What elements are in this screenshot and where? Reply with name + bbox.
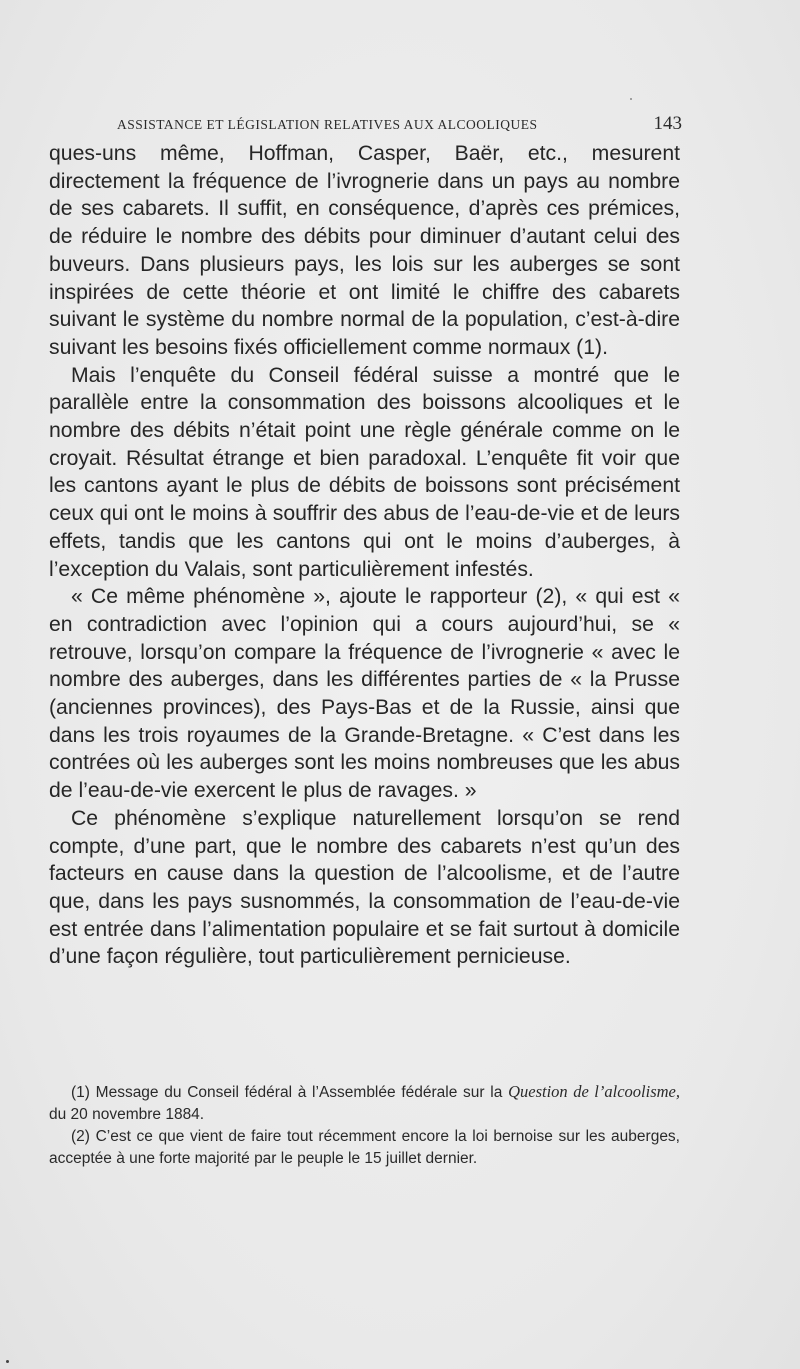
- paragraph-quotation: « Ce même phénomène », ajoute le rapporteur (2), « qui est « en contradiction avec l’opinion qui a cours aujourd’hui, se « retrouve, lorsqu’on compare la fréquence de l’ivrognerie « avec le nombre des auberges, dans les différentes parties de « la Prusse (anciennes provinces), des Pays-Bas et de la Russie, ainsi que dans les trois royaumes de la Grande-Bretagne. « C’est dans les contrées où les auberges sont les moins nombreuses que les abus de l’eau-de-vie exercent le plus de ravages. »: [49, 585, 680, 803]
- footnote-1-suffix: du 20 novembre 1884.: [49, 1106, 205, 1123]
- main-text: [49, 140, 680, 971]
- footnote-1-title: Question de l’alcoolisme,: [508, 1082, 680, 1101]
- paper-speck: [630, 98, 632, 100]
- page-number: 143: [653, 113, 682, 134]
- footnote-2: (2) C’est ce que vient de faire tout récemment encore la loi bernoise sur les auberges, acceptée à une forte majorité par le peuple le 15 juillet dernier.: [49, 1128, 680, 1167]
- paragraph-continuation: ques-uns même, Hoffman, Casper, Baër, etc., mesurent directement la fréquence de l’ivrognerie dans un pays au nombre de ses cabarets. Il suffit, en conséquence, d’après ces prémices, de réduire le nombre des débits pour diminuer d’autant celui des buveurs. Dans plusieurs pays, les lois sur les auberges se sont inspirées de cette théorie et ont limité le chiffre des cabarets suivant le système du nombre normal de la population, c’est-à-dire suivant les besoins fixés officiellement comme normaux (1).: [49, 142, 680, 359]
- footnotes: [49, 1081, 680, 1170]
- running-head-title: ASSISTANCE ET LÉGISLATION RELATIVES AUX ALCOOLIQUES: [117, 117, 538, 132]
- paragraph-explanation: Ce phénomène s’explique naturellement lorsqu’on se rend compte, d’une part, que le nombre des cabarets n’est qu’un des facteurs en cause dans la question de l’alcoolisme, et de l’autre que, dans les pays susnommés, la consommation de l’eau-de-vie est entrée dans l’alimentation populaire et se fait surtout à domicile d’une façon régulière, tout particulièrement pernicieuse.: [49, 806, 680, 969]
- running-head: [117, 113, 682, 137]
- footnote-1-prefix: (1) Message du Conseil fédéral à l’Assemblée fédérale sur la: [71, 1084, 509, 1101]
- paragraph-enquete: Mais l’enquête du Conseil fédéral suisse a montré que le parallèle entre la consommation des boissons alcooliques et le nombre des débits n’était point une règle générale comme on le croyait. Résultat étrange et bien paradoxal. L’enquête fit voir que les cantons ayant le plus de débits de boissons sont précisément ceux qui ont le moins à souffrir des abus de l’eau-de-vie et de leurs effets, tandis que les cantons qui ont le moins d’auberges, à l’exception du Valais, sont particulièrement infestés.: [49, 363, 680, 581]
- paper-speck: [6, 1360, 9, 1363]
- footnote-1: [49, 1081, 680, 1126]
